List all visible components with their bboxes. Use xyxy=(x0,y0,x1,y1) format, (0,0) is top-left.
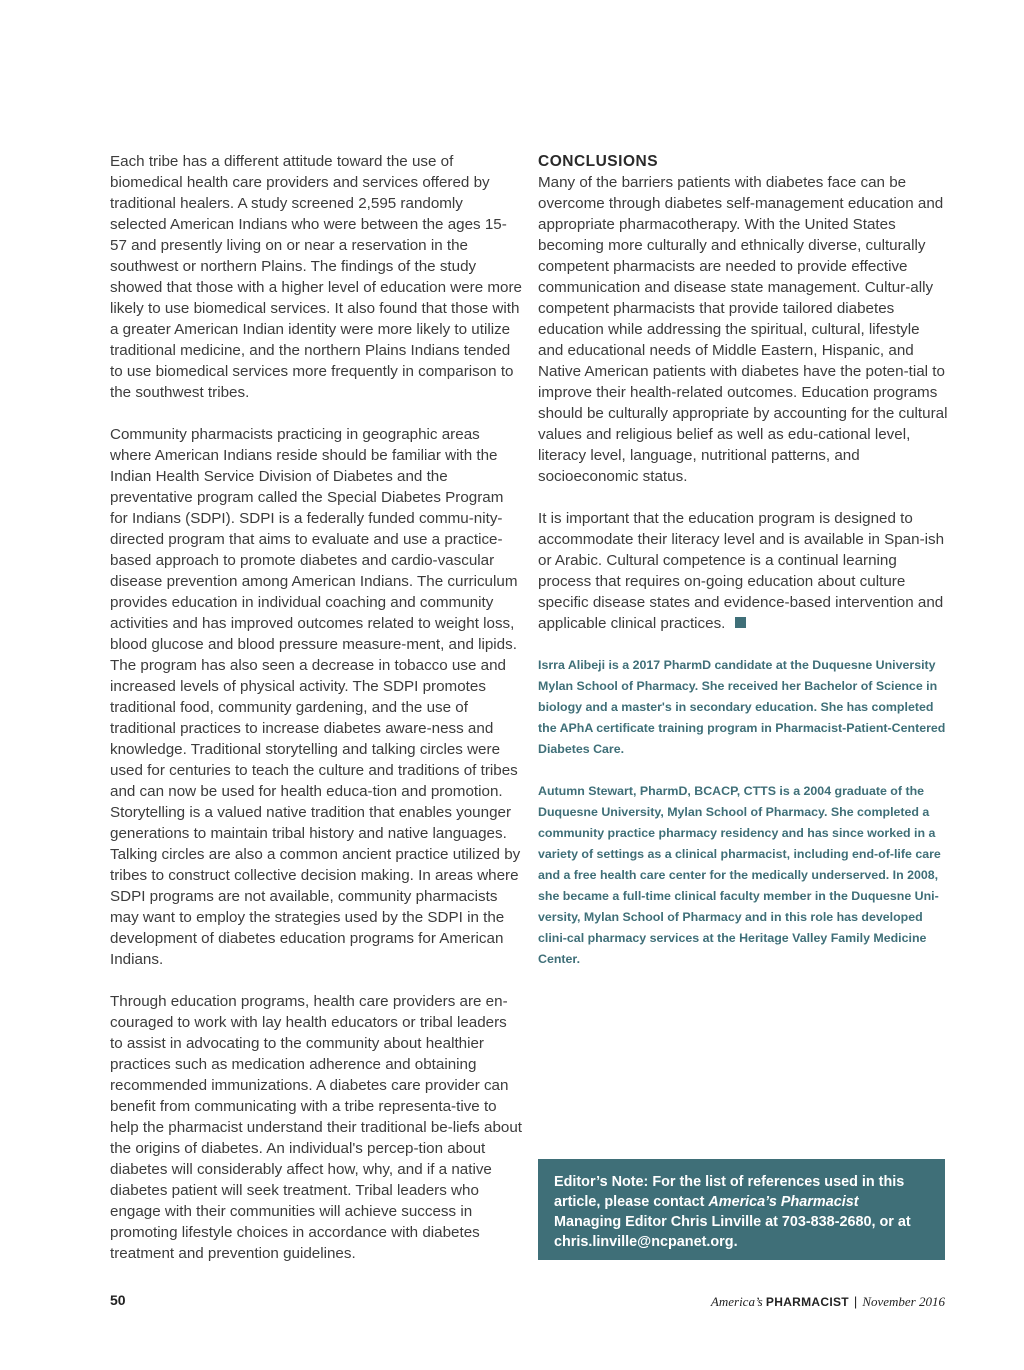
editor-note-text-after: Managing Editor Chris Linville at 703-838-2680, or at chris.linville@ncpanet.org. xyxy=(554,1214,911,1250)
left-column xyxy=(110,151,522,1285)
paragraph-education-design-text: It is important that the education program is designed to accommodate their literacy level and is available in Span-ish or Arabic. Cultural competence is a continual learning process that requires on-going education about culture specific disease states and evidence-based intervention and applicable clinical practices. xyxy=(538,510,945,632)
paragraph-tribal-attitudes: Each tribe has a different attitude toward the use of biomedical health care providers and services offered by traditional healers. A study screened 2,595 randomly selected American Indians who were between the ages 15-57 and presently living on or near a reservation in the southwest or northern Plains. The findings of the study showed that those with a higher level of education were more likely to use biomedical services. It also found that those with a greater American Indian identity were more likely to utilize traditional medicine, and the northern Plains Indians tended to use biomedical services more frequently in comparison to the southwest tribes. xyxy=(110,153,522,401)
conclusions-heading: CONCLUSIONS xyxy=(538,153,659,170)
paragraph-sdpi: Community pharmacists practicing in geographic areas where American Indians reside should be familiar with the Indian Health Service Division of Diabetes and the preventative program called the Special Diabetes Program for Indians (SDPI). SDPI is a federally funded commu-nity-directed program that aims to evaluate and use a practice-based approach to promote diabetes and cardio-vascular disease prevention among American Indians. The curriculum provides education in individual coaching and community activities and has improved outcomes related to weight loss, blood glucose and blood pressure measure-ment, and lipids. The program has also seen a decrease in tobacco use and increased levels of physical activity. The SDPI promotes traditional food, community gardening, and the use of traditional practices to increase diabetes aware-ness and knowledge. Traditional storytelling and talking circles were used for centuries to teach the culture and traditions of tribes and can now be used for health educa-tion and promotion. Storytelling is a valued native tradition that enables younger generations to maintain tribal history and native languages. Talking circles are also a common ancient practice utilized by tribes to construct collective decision making. In areas where SDPI programs are not available, community pharmacists may want to employ the strategies used by the SDPI in the development of diabetes education programs for American Indians. xyxy=(110,426,521,968)
author-bio-stewart: Autumn Stewart, PharmD, BCACP, CTTS is a 2004 graduate of the Duquesne University, Mylan School of Pharmacy. She completed a community practice pharmacy residency and has since worked in a variety of settings as a clinical pharmacist, including end-of-life care and a free health care center for the medically underserved. In 2008, she became a full-time clinical faculty member in the Duquesne Uni-versity, Mylan School of Pharmacy and in this role has developed clini-cal pharmacy services at the Heritage Valley Family Medicine Center. xyxy=(538,784,941,966)
right-column xyxy=(538,151,948,991)
footer-publication-italic: America’s xyxy=(710,1294,763,1309)
author-bios xyxy=(538,655,948,970)
footer-separator: | xyxy=(853,1294,858,1309)
paragraph-education-design xyxy=(538,508,948,634)
paragraph-education-programs: Through education programs, health care providers are en-couraged to work with lay health educators or tribal leaders to assist in advocating to the community about healthier practices such as medication adherence and obtaining recommended immunizations. A diabetes care provider can benefit from communicating with a tribe representa-tive to help the pharmacist understand their traditional be-liefs about the origins of diabetes. An individual's percep-tion about diabetes will considerably affect how, why, and if a native diabetes patient will seek treatment. Tribal leaders who engage with their communities will achieve success in promoting lifestyle choices in accordance with diabetes treatment and prevention guidelines. xyxy=(110,993,522,1262)
editor-note-publication: America’s Pharmacist xyxy=(708,1194,859,1210)
footer-issue-date: November 2016 xyxy=(862,1294,945,1309)
paragraph-conclusions: Many of the barriers patients with diabetes face can be overcome through diabetes self-management education and appropriate pharmacotherapy. With the United States becoming more culturally and ethnically diverse, culturally competent pharmacists are needed to provide effective communication and disease state management. Cultur-ally competent pharmacists that provide tailored diabetes education while addressing the spiritual, cultural, lifestyle and educational needs of Middle Eastern, Hispanic, and Native American patients with diabetes have the poten-tial to improve their health-related outcomes. Education programs should be culturally appropriate by accounting for the cultural values and religious belief as well as edu-cational level, literacy level, language, nutritional patterns, and socioeconomic status. xyxy=(538,174,948,485)
end-of-article-square-icon xyxy=(735,617,746,628)
publication-footer xyxy=(711,1294,945,1310)
author-bio-alibeji: Isrra Alibeji is a 2017 PharmD candidate at the Duquesne University Mylan School of Pharmacy. She received her Bachelor of Science in biology and a master's in secondary education. She has completed the APhA certificate training program in Pharmacist-Patient-Centered Diabetes Care. xyxy=(538,658,946,756)
editor-note-text-before: Editor’s Note: For the list of references used in this article, please contact xyxy=(554,1174,905,1210)
footer-publication-bold: PHARMACIST xyxy=(765,1295,849,1309)
editor-note-box xyxy=(538,1159,945,1260)
conclusions-body xyxy=(538,172,948,634)
page-number: 50 xyxy=(110,1292,126,1308)
